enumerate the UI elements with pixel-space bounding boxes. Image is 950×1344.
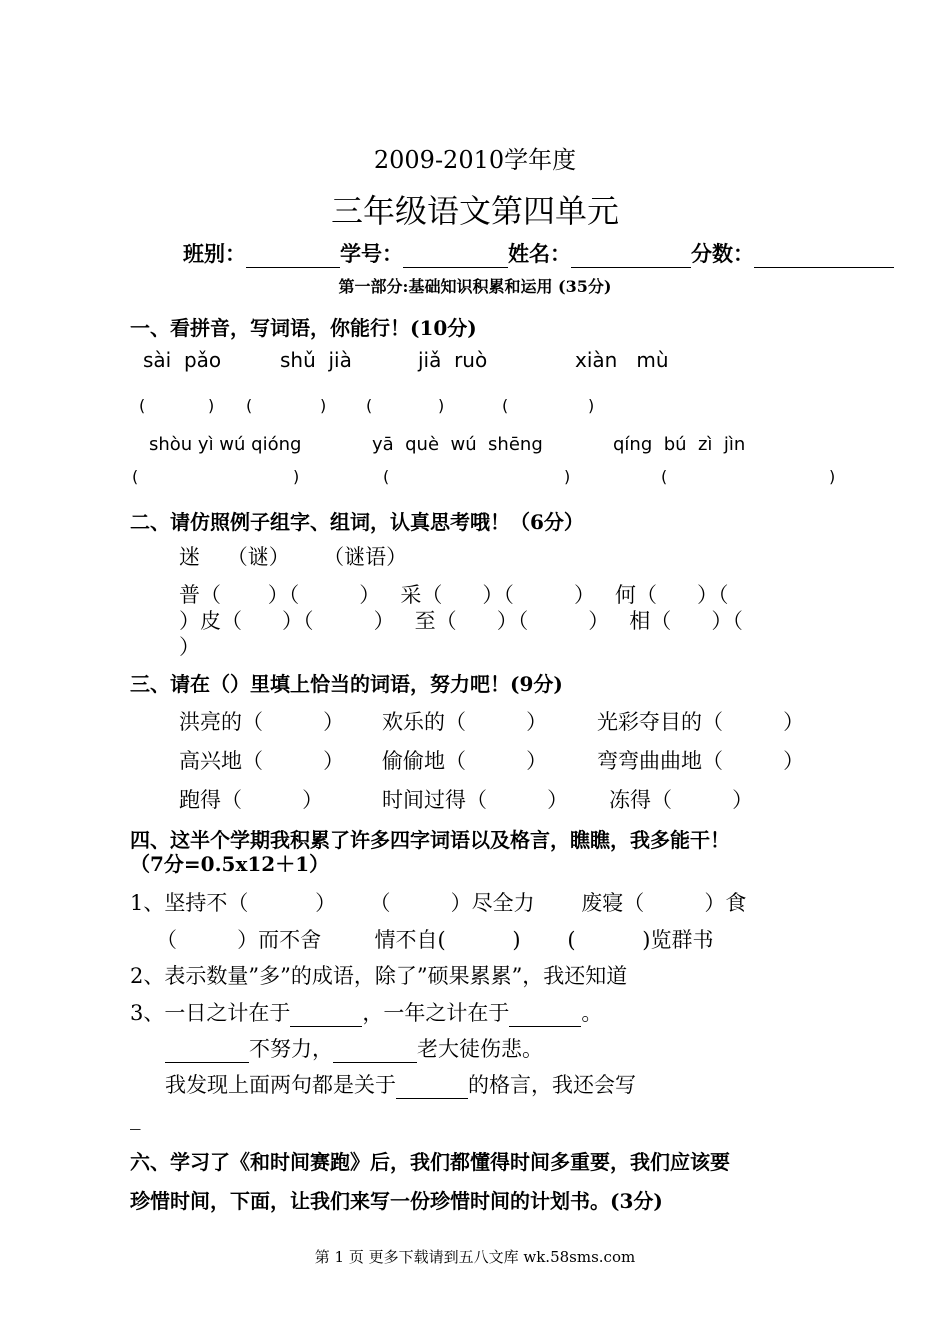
idiom-line-1: 1、坚持不（ ） （ ）尽全力 废寝（ ）食 xyxy=(130,891,747,915)
idiom-line-2: （ ）而不舍 情不自( ) ( )览群书 xyxy=(156,928,714,952)
fill-item: 跑得（ ） xyxy=(179,788,324,812)
q3-text-e: 老大徒伤悲。 xyxy=(417,1037,543,1061)
question-3 xyxy=(130,997,602,1027)
fill-item: 时间过得（ ） xyxy=(382,788,569,812)
answer-blank[interactable] xyxy=(509,1004,581,1027)
section-4-heading: 四、这半个学期我积累了许多四字词语以及格言，瞧瞧，我多能干！ xyxy=(130,828,730,852)
paren-open: ( xyxy=(366,396,373,415)
answer-blank[interactable] xyxy=(165,1040,249,1063)
page-footer: 第 1 页 更多下载请到五八文库 wk.58sms.com xyxy=(314,1248,636,1266)
section-4-score: （7分=0.5x12＋1） xyxy=(130,852,330,876)
example-line: 迷 （谜） （谜语） xyxy=(179,545,408,569)
section-1-heading: 一、看拼音，写词语，你能行！(10分) xyxy=(130,316,477,340)
paren-open: ( xyxy=(661,467,668,486)
year-title: 2009-2010学年度 xyxy=(373,146,577,174)
section-6-line-1: 六、学习了《和时间赛跑》后，我们都懂得时间多重要，我们应该要 xyxy=(130,1150,730,1174)
fill-item: 光彩夺目的（ ） xyxy=(597,710,805,734)
answer-line-stub: _ xyxy=(130,1106,141,1130)
answer-blank[interactable] xyxy=(396,1076,468,1099)
part-one-heading: 第一部分:基础知识积累和运用 (35分) xyxy=(338,277,612,296)
name-label: 姓名： xyxy=(508,242,571,266)
id-blank[interactable] xyxy=(403,245,508,268)
compose-line-2: ）皮（ ）（ ） 至（ ）（ ） 相（ ）（ xyxy=(179,609,743,633)
section-6-line-2: 珍惜时间，下面，让我们来写一份珍惜时间的计划书。(3分) xyxy=(130,1189,663,1213)
fill-item: 弯弯曲曲地（ ） xyxy=(597,749,805,773)
compose-line-1: 普（ ）（ ） 采（ ）（ ） 何（ ）（ xyxy=(179,583,729,607)
proverb-line xyxy=(165,1033,543,1063)
pinyin-4: xiàn mù xyxy=(575,348,669,372)
proverb-followup xyxy=(165,1069,636,1099)
pinyin-2: shǔ jià xyxy=(280,348,352,372)
fill-item: 洪亮的（ ） xyxy=(179,710,345,734)
class-label: 班别： xyxy=(183,242,246,266)
paren-open: ( xyxy=(502,396,509,415)
q3-text-b: ，一年之计在于 xyxy=(362,1001,510,1025)
fill-item: 冻得（ ） xyxy=(609,788,754,812)
paren-open: ( xyxy=(139,396,146,415)
name-blank[interactable] xyxy=(571,245,691,268)
student-info-row xyxy=(183,238,894,268)
score-label: 分数： xyxy=(691,242,754,266)
pinyin-3: jiǎ ruò xyxy=(418,348,488,372)
q3-text-d: 不努力， xyxy=(249,1037,333,1061)
pinyin-5: shòu yì wú qióng xyxy=(149,434,302,455)
score-blank[interactable] xyxy=(754,245,894,268)
paren-close: ) xyxy=(588,396,595,415)
paren-close: ) xyxy=(293,467,300,486)
paren-close: ) xyxy=(564,467,571,486)
id-label: 学号： xyxy=(340,242,403,266)
fill-item: 高兴地（ ） xyxy=(179,749,345,773)
pinyin-7: qíng bú zì jìn xyxy=(613,434,746,455)
paren-open: ( xyxy=(383,467,390,486)
q3-text-g: 的格言，我还会写 xyxy=(468,1073,636,1097)
answer-blank[interactable] xyxy=(333,1040,417,1063)
paren-close: ) xyxy=(208,396,215,415)
q3-text-c: 。 xyxy=(581,1001,603,1025)
paren-close: ) xyxy=(320,396,327,415)
compose-line-3: ） xyxy=(179,635,200,659)
page-title: 三年级语文第四单元 xyxy=(330,192,619,230)
pinyin-1: sài pǎo xyxy=(143,348,222,372)
paren-open: ( xyxy=(246,396,253,415)
fill-item: 欢乐的（ ） xyxy=(382,710,548,734)
q3-text-f: 我发现上面两句都是关于 xyxy=(165,1073,396,1097)
class-blank[interactable] xyxy=(246,245,340,268)
section-2-heading: 二、请仿照例子组字、组词，认真思考哦！（6分） xyxy=(130,510,584,534)
pinyin-6: yā què wú shēng xyxy=(372,434,543,455)
q3-text-a: 3、一日之计在于 xyxy=(130,1001,291,1025)
fill-item: 偷偷地（ ） xyxy=(382,749,548,773)
paren-close: ) xyxy=(829,467,836,486)
answer-blank[interactable] xyxy=(290,1004,362,1027)
section-3-heading: 三、请在（）里填上恰当的词语，努力吧！(9分) xyxy=(130,672,563,696)
question-2: 2、表示数量”多”的成语，除了”硕果累累”，我还知道 xyxy=(130,964,628,988)
paren-open: ( xyxy=(132,467,139,486)
paren-close: ) xyxy=(438,396,445,415)
